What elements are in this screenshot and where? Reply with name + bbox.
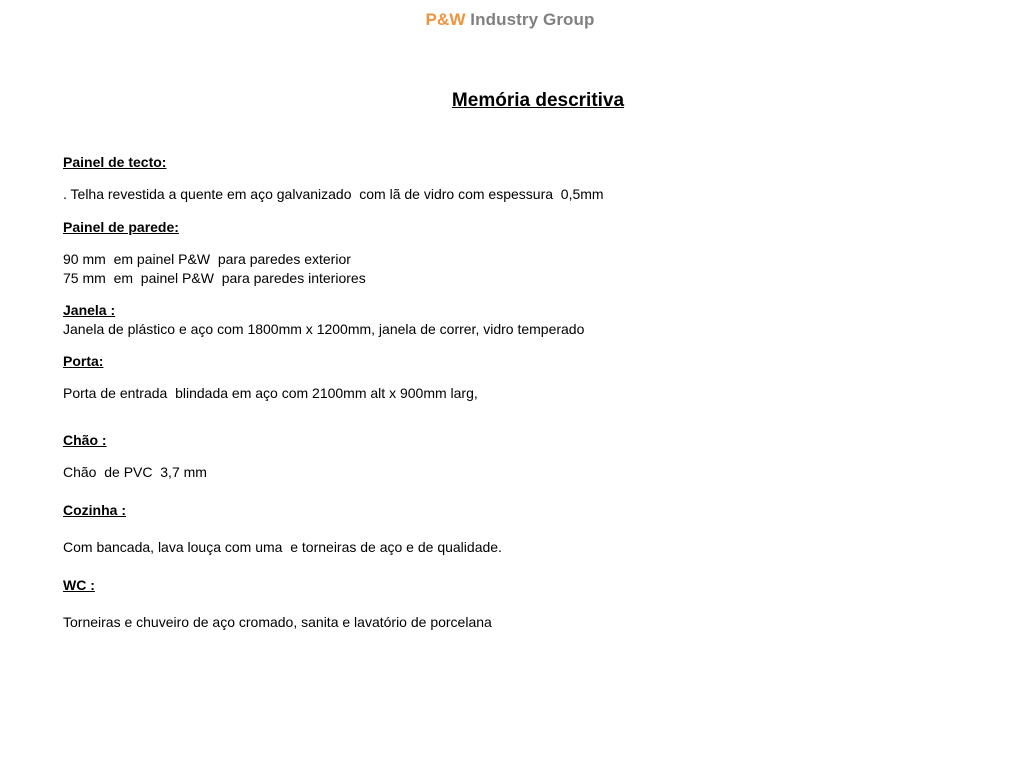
document-title: Memória descritiva [451, 90, 625, 111]
brand-initials: P&W [425, 10, 466, 29]
section-line-floor: Chão de PVC 3,7 mm [63, 464, 207, 480]
section-line-wall-panel-interior: 75 mm em painel P&W para paredes interiores [63, 270, 366, 286]
section-line-kitchen: Com bancada, lava louça com uma e torneiras de aço e de qualidade. [63, 539, 502, 555]
section-heading-roof-panel: Painel de tecto: [63, 154, 167, 170]
section-heading-wc: WC : [63, 577, 95, 593]
section-heading-kitchen: Cozinha : [63, 502, 126, 518]
company-header [0, 10, 1020, 30]
section-heading-wall-panel: Painel de parede: [63, 219, 179, 235]
section-heading-window: Janela : [63, 302, 116, 318]
section-line-wall-panel-exterior: 90 mm em painel P&W para paredes exterior [63, 251, 351, 267]
section-line-window: Janela de plástico e aço com 1800mm x 1200mm, janela de correr, vidro temperado [63, 321, 585, 337]
section-line-door: Porta de entrada blindada em aço com 2100mm alt x 900mm larg, [63, 385, 478, 401]
section-heading-floor: Chão : [63, 432, 107, 448]
section-heading-door: Porta: [63, 353, 104, 369]
section-line-wc: Torneiras e chuveiro de aço cromado, sanita e lavatório de porcelana [63, 614, 492, 630]
brand-name: Industry Group [465, 10, 595, 29]
section-line-roof-panel: . Telha revestida a quente em aço galvanizado com lã de vidro com espessura 0,5mm [63, 186, 604, 202]
